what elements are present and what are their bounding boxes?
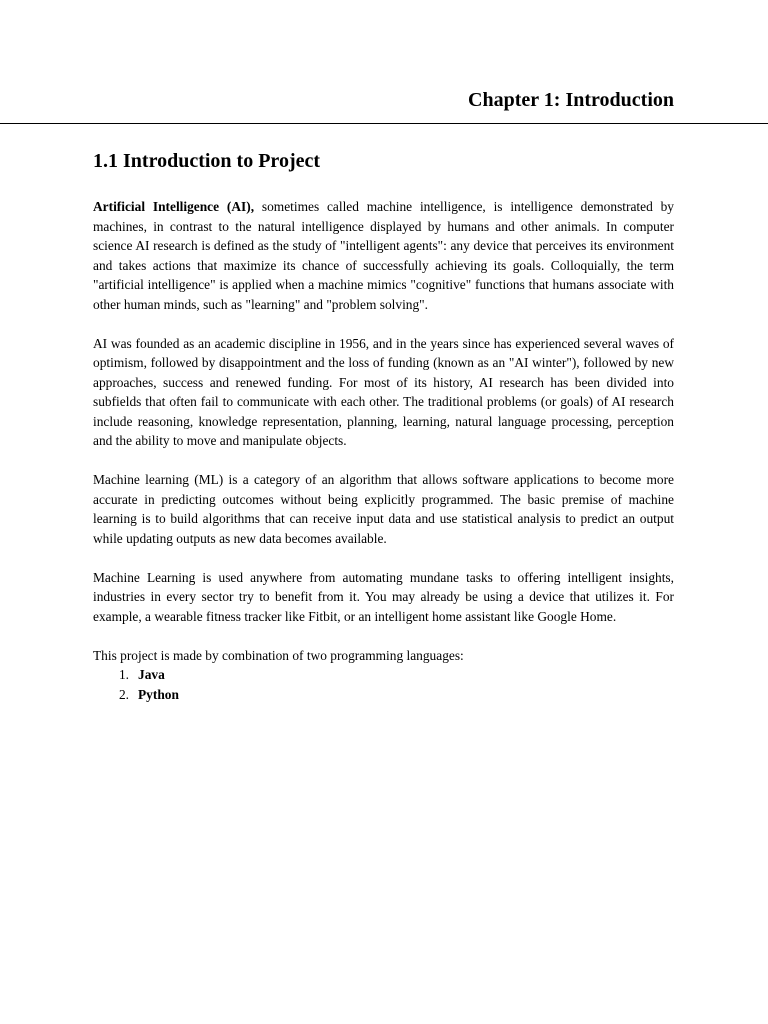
languages-list (93, 665, 674, 705)
list-item-language: Python (138, 687, 179, 702)
list-item-language: Java (138, 667, 165, 682)
header-divider (0, 123, 768, 124)
chapter-title: Chapter 1: Introduction (468, 89, 674, 111)
paragraph-ai-history: AI was founded as an academic discipline in 1956, and in the years since has experienced several waves of optimism, followed by disappointment and the loss of funding (known as an "AI winter"), followed by new approaches, success and renewed funding. For most of its history, AI research has been divided into subfields that often fail to communicate with each other. The traditional problems (or goals) of AI research include reasoning, knowledge representation, planning, learning, natural language processing, perception and the ability to move and manipulate objects. (93, 335, 674, 448)
paragraph-ai-definition (93, 197, 674, 314)
section-title: 1.1 Introduction to Project (93, 150, 321, 172)
paragraph-ml-uses: Machine Learning is used anywhere from automating mundane tasks to offering intelligent insights, industries in every sector try to benefit from it. You may already be using a device that utilizes it. For example, a wearable fitness tracker like Fitbit, or an intelligent home assistant like Google Home. (93, 569, 674, 624)
paragraph-lead-term: Artificial Intelligence (AI), (93, 199, 255, 214)
paragraph-body: sometimes called machine intelligence, is intelligence demonstrated by machines, in contrast to the natural intelligence displayed by humans and other animals. In computer science AI research is defined as the study of "intelligent agents": any device that perceives its environment and takes actions that maximize its chance of successfully achieving its goals. Colloquially, the term "artificial intelligence" is applied when a machine mimics "cognitive" functions that humans associate with other human minds, such as "learning" and "problem solving". (93, 199, 674, 312)
paragraph-machine-learning: Machine learning (ML) is a category of an algorithm that allows software applications to become more accurate in predicting outcomes without being explicitly programmed. The basic premise of machine learning is to build algorithms that can receive input data and use statistical analysis to predict an output while updating outputs as new data becomes available. (93, 472, 674, 546)
list-item (93, 665, 674, 685)
list-item-number: 2. (118, 687, 129, 702)
list-item (93, 685, 674, 705)
paragraph-languages-intro: This project is made by combination of two programming languages: (93, 647, 464, 663)
list-item-number: 1. (118, 667, 129, 682)
page-content (93, 148, 674, 705)
